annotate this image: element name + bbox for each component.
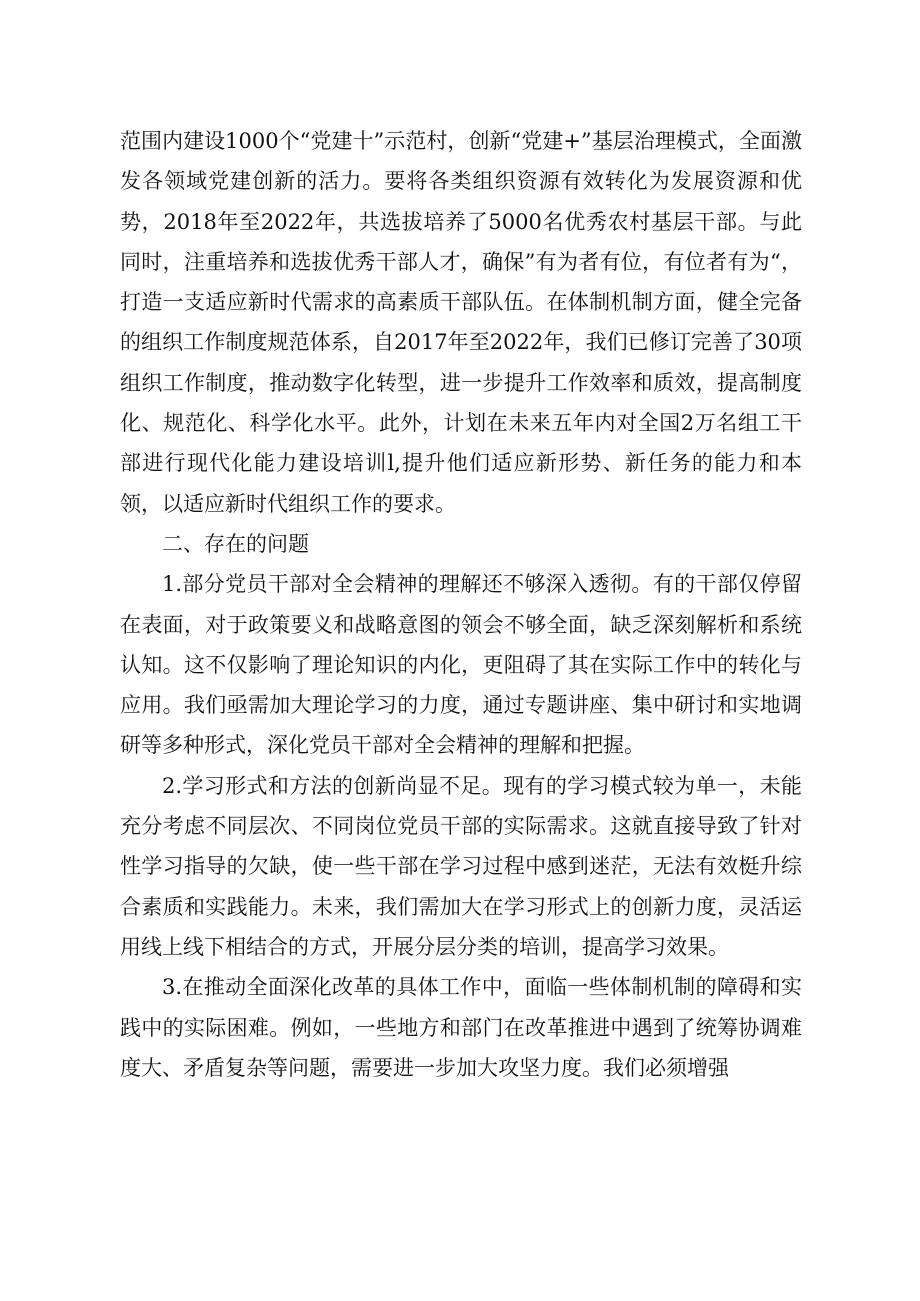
paragraph-problem-2: 2.学习形式和方法的创新尚显不足。现有的学习模式较为单一，未能充分考虑不同层次、不同岗位党员干部的实际需求。这就直接导致了针对性学习指导的欠缺，使一些干部在学习过程中感到迷茫，无法有效梃升综合素质和实践能力。未来，我们需加大在学习形式上的创新力度，灵活运用线上线下相结合的方式，开展分层分类的培训，提高学习效果。 — [120, 773, 802, 959]
document-body — [120, 121, 802, 1088]
paragraph-problem-3: 3.在推动全面深化改革的具体工作中，面临一些体制机制的障碍和实践中的实际困难。例如，一些地方和部门在改革推进中遇到了统筹协调难度大、矛盾复杂等问题，需要进一步加大攻坚力度。我们必须增强 — [120, 975, 802, 1080]
paragraph-continued-from-previous-page: 范围内建设1000个“党建十”示范村，创新“党建+”基层治理模式，全面激发各领域党建创新的活力。要将各类组织资源有效转化为发展资源和优势，2018年至2022年，共选拔培养了5000名优秀农村基层干部。与此同时，注重培养和选拔优秀干部人才，确保”有为者有位，有位者有为“，打造一支适应新时代需求的高素质干部队伍。在体制机制方面，健全完备的组织工作制度规范体系，自2017年至2022年，我们已修订完善了30项组织工作制度，推动数字化转型，进一步提升工作效率和质效，提高制度化、规范化、科学化水平。此外，计划在未来五年内对全国2万名组工干部进行现代化能力建设培训l,提升他们适应新形势、新任务的能力和本领，以适应新时代组织工作的要求。 — [120, 129, 802, 516]
paragraph-problem-1: 1.部分党员干部对全会精神的理解还不够深入透彻。有的干部仅停留在表面，对于政策要义和战略意图的领会不够全面，缺乏深刻解析和系统认知。这不仅影响了理论知识的内化，更阻碍了其在实际工作中的转化与应用。我们亟需加大理论学习的力度，通过专题讲座、集中研讨和实地调研等多种形式，深化党员干部对全会精神的理解和把握。 — [120, 572, 802, 758]
section-heading-existing-problems: 二、存在的问题 — [162, 531, 309, 556]
